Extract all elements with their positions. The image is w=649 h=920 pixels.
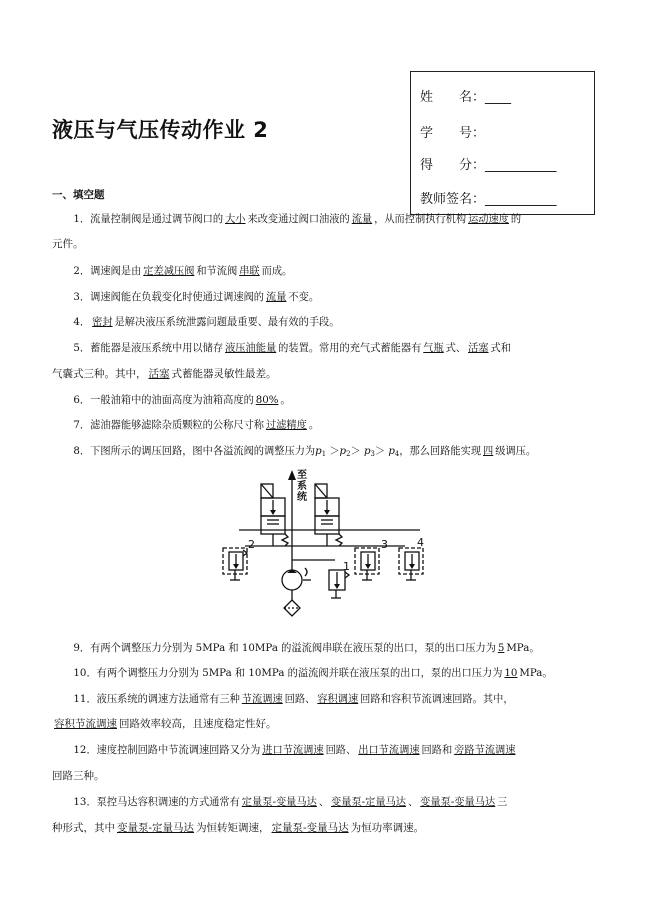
q13-text-c: 、 <box>407 796 419 808</box>
student-info-box <box>410 71 595 215</box>
q4-text-a: 4． <box>73 316 91 328</box>
q8-s4: 4 <box>394 450 400 458</box>
q13-answer-5: 定量泵-变量马达 <box>271 822 349 834</box>
score-value: ___________ <box>485 158 557 173</box>
q3-text-b: 不变。 <box>288 291 320 303</box>
q7-answer-1: 过滤精度 <box>265 419 307 431</box>
q5-text-c: 式、 <box>445 342 467 354</box>
q11-cont-a: 回路效率较高，且速度稳定性好。 <box>119 718 277 730</box>
relief-valve-2 <box>223 548 247 580</box>
relief-valve-3 <box>355 548 379 580</box>
question-2 <box>52 264 619 278</box>
q2-text-a: 2．调速阀是由 <box>73 265 142 277</box>
sign-row <box>420 188 557 207</box>
q1-text-c: ，从而控制执行机构 <box>374 213 467 225</box>
q12-text-a: 12．速度控制回路中节流调速回路又分为 <box>73 744 261 756</box>
to-system-label-2: 系 <box>297 481 307 492</box>
question-8 <box>52 444 619 461</box>
q13-answer-3: 变量泵-变量马达 <box>420 796 496 808</box>
score-row <box>420 154 557 173</box>
to-system-label-1: 至 <box>297 470 307 481</box>
question-7 <box>52 418 619 432</box>
q2-answer-2: 串联 <box>239 265 260 277</box>
page-title: 液压与气压传动作业 2 <box>52 118 269 142</box>
q12-text-c: 回路和 <box>421 744 453 756</box>
q6-text-a: 6．一般油箱中的油面高度为油箱高度的 <box>73 394 254 406</box>
section-heading: 一、填空题 <box>52 189 105 201</box>
q8-gt1: ＞ <box>326 445 340 457</box>
q9-answer-1: 5 <box>497 642 505 654</box>
q6-text-b: 。 <box>280 394 291 406</box>
q8-text-c: 级调压。 <box>495 445 537 457</box>
q13-cont-a: 种形式，其中 <box>52 822 115 834</box>
q2-text-c: 而成。 <box>261 265 293 277</box>
q2-answer-1: 定差减压阀 <box>143 265 195 277</box>
q12-answer-3: 旁路节流调速 <box>454 744 516 756</box>
filter-icon <box>284 600 300 616</box>
q1-text-d: 的 <box>510 213 522 225</box>
q8-p2: p <box>339 445 347 457</box>
q12-answer-1: 进口节流调速 <box>262 744 324 756</box>
q5-cont-c: 式蓄能器灵敏性最差。 <box>171 368 277 380</box>
question-13-cont <box>52 821 612 835</box>
question-12 <box>52 743 619 757</box>
question-3 <box>52 290 619 304</box>
q10-text-a: 10．有两个调整压力分别为 5MPa 和 10MPa 的溢流阀并联在液压泵的出口，泵的出口压力为 <box>73 667 503 679</box>
q8-gt3: ＞ <box>374 445 389 457</box>
question-1-cont: 元件。 <box>52 238 84 250</box>
relief-valve-4 <box>399 548 423 580</box>
q6-answer-1: 80% <box>255 394 279 406</box>
q8-p1: p <box>315 445 322 457</box>
name-label: 姓 名： <box>420 90 486 105</box>
q5-answer-1: 液压油能量 <box>225 342 277 354</box>
relief-valve-1 <box>329 570 349 598</box>
q1-answer-2: 流量 <box>351 213 373 225</box>
q10-answer-1: 10 <box>504 667 518 679</box>
q10-text-b: MPa。 <box>519 667 553 679</box>
question-1 <box>52 212 619 226</box>
question-11 <box>52 692 619 706</box>
q3-answer-1: 流量 <box>265 291 287 303</box>
name-value: ____ <box>485 90 512 105</box>
q8-text-a: 8．下图所示的调压回路，图中各溢流阀的调整压力为 <box>73 445 316 457</box>
q13-text-b: 、 <box>318 796 330 808</box>
valve-number-3: 3 <box>381 538 388 551</box>
question-11-cont <box>52 717 612 731</box>
q13-text-a: 13．泵控马达容积调速的方式通常有 <box>73 796 240 808</box>
to-system-label-3: 统 <box>297 492 307 503</box>
q2-text-b: 和节流阀 <box>196 265 238 277</box>
valve-number-1: 1 <box>343 560 350 573</box>
q13-answer-4: 变量泵-定量马达 <box>117 822 195 834</box>
question-9 <box>52 641 619 655</box>
pressure-regulating-circuit-diagram <box>215 468 440 628</box>
id-label: 学 号： <box>420 126 486 141</box>
q5-text-b: 的装置。常用的充气式蓄能器有 <box>278 342 422 354</box>
q8-answer-1: 四 <box>483 445 494 457</box>
q9-text-b: MPa。 <box>506 642 540 654</box>
q8-s2: 2 <box>346 450 351 458</box>
q13-text-d: 三 <box>497 796 508 808</box>
q11-answer-2: 容积调速 <box>317 693 359 705</box>
q5-answer-4: 活塞 <box>148 368 170 380</box>
valve-number-4: 4 <box>417 536 424 549</box>
q5-cont-a: 气囊式三种。其中， <box>52 368 147 380</box>
valve-number-2: 2 <box>248 538 255 551</box>
q13-answer-2: 变量泵-定量马达 <box>330 796 407 808</box>
q7-text-b: 。 <box>308 419 320 431</box>
q5-text-a: 5．蓄能器是液压系统中用以储存 <box>73 342 224 354</box>
solenoid-valve-left <box>261 484 288 546</box>
q8-p3: p <box>363 445 371 457</box>
q5-text-d: 式和 <box>490 342 511 354</box>
q4-answer-1: 密封 <box>92 316 113 328</box>
question-13 <box>52 795 619 809</box>
q11-text-a: 11．液压系统的调速方法通常有三种 <box>73 693 240 705</box>
q7-text-a: 7．滤油器能够滤除杂质颗粒的公称尺寸称 <box>73 419 265 431</box>
q5-answer-2: 气瓶 <box>423 342 444 354</box>
q12-answer-2: 出口节流调速 <box>358 744 420 756</box>
q13-answer-1: 定量泵-变量马达 <box>241 796 317 808</box>
question-12-cont: 回路三种。 <box>52 770 105 782</box>
q1-text-a: 1．流量控制阀是通过调节阀口的 <box>73 213 224 225</box>
q9-text-a: 9．有两个调整压力分别为 5MPa 和 10MPa 的溢流阀串联在液压泵的出口，泵的出口压力为 <box>73 642 496 654</box>
q13-cont-d: 为恒功率调速。 <box>350 822 425 834</box>
q8-s1: 1 <box>321 450 327 458</box>
q12-text-b: 回路、 <box>325 744 357 756</box>
question-4 <box>52 315 619 329</box>
q5-answer-3: 活塞 <box>468 342 489 354</box>
q8-s3: 3 <box>370 450 375 458</box>
name-row <box>420 86 511 105</box>
q1-text-b: 来改变通过阀口油液的 <box>247 213 350 225</box>
id-row <box>420 122 485 141</box>
q8-gt2: ＞ <box>350 445 364 457</box>
q3-text-a: 3．调速阀能在负载变化时使通过调速阀的 <box>73 291 265 303</box>
question-5-cont <box>52 367 612 381</box>
hydraulic-pump <box>282 568 311 590</box>
q1-answer-3: 运动速度 <box>468 213 509 225</box>
q11-answer-1: 节流调速 <box>241 693 283 705</box>
up-arrow-icon <box>288 470 296 480</box>
q1-answer-1: 大小 <box>225 213 246 225</box>
q4-text-b: 是解决液压系统泄露问题最重要、最有效的手段。 <box>114 316 340 328</box>
solenoid-valve-right <box>315 484 342 546</box>
q11-text-b: 回路、 <box>284 693 316 705</box>
q13-cont-c: 为恒转矩调速， <box>196 822 270 834</box>
q11-text-c: 回路和容积节流调速回路。其中， <box>360 693 514 705</box>
sign-value: ___________ <box>485 192 557 207</box>
q8-p4: p <box>388 445 395 457</box>
sign-label: 教师签名： <box>420 192 486 207</box>
question-10 <box>52 666 619 680</box>
question-6 <box>52 393 619 407</box>
question-5 <box>52 341 619 355</box>
q8-text-b: ，那么回路能实现 <box>399 445 482 457</box>
q11-answer-3: 容积节流调速 <box>54 718 117 730</box>
score-label: 得 分： <box>420 158 486 173</box>
